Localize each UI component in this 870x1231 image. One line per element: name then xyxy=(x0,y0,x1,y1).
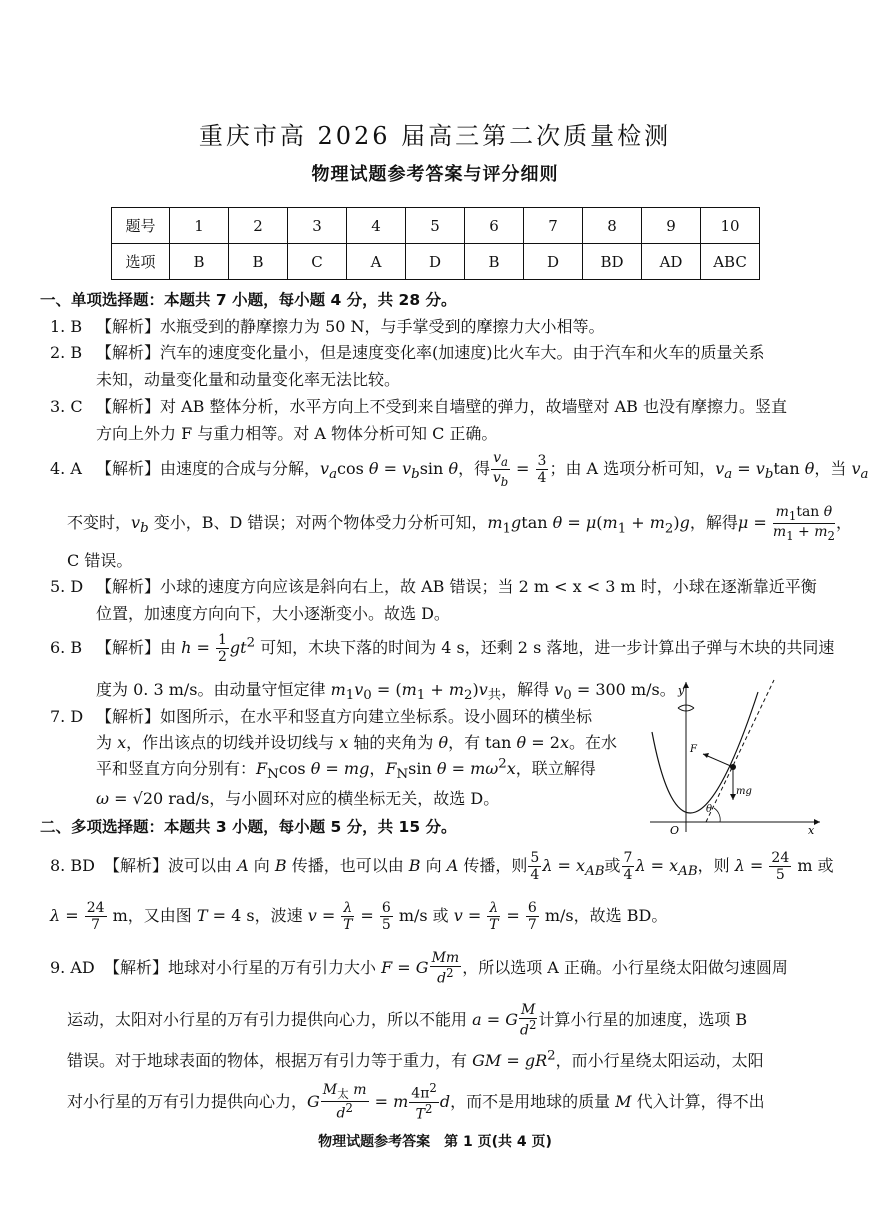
answer-cell: D xyxy=(524,244,583,280)
answer-explanation-continued: 平和竖直方向分别有：$F_N\cos$ θ = mg，$F_N\sin$ $\theta = m\omega^2x$，联立解得 xyxy=(96,756,596,783)
page-footer: 物理试题参考答案 第 1 页(共 4 页) xyxy=(318,1134,552,1150)
angle-label: θ xyxy=(706,804,713,815)
answer-explanation-continued: 不变时，$v_b$ 变小，B、D 错误；对两个物体受力分析可知，$m_1gtan$ $\theta = \mu(m_1 + m_2)g$，解得μ = $\frac{m_1\tan \theta}{m_1 + m_2}$ ， xyxy=(67,504,852,544)
answer-item xyxy=(50,340,765,363)
answer-cell: B xyxy=(465,244,524,280)
weight-label: mg xyxy=(736,786,752,797)
question-number-cell: 9 xyxy=(642,208,701,244)
answer-explanation-continued: 运动，太阳对小行星的万有引力提供向心力，所以不能用 a = G $\frac{M}{d^2}$ 计算小行星的加速度，选项 B xyxy=(67,1002,748,1039)
section-heading-multi-choice: 二、多项选择题：本题共 3 小题，每小题 5 分，共 15 分。 xyxy=(40,818,457,836)
y-axis-label: y xyxy=(678,684,685,697)
answer-explanation: 【解析】水瓶受到的静摩擦力为 50 N，与手掌受到的摩擦力大小相等。 xyxy=(96,317,605,336)
answer-number: 7. D xyxy=(50,707,84,726)
question-number-cell: 7 xyxy=(524,208,583,244)
answer-number: 5. D xyxy=(50,577,84,596)
question-number-cell: 1 xyxy=(170,208,229,244)
table-row-label: 选项 xyxy=(112,244,170,280)
parabola-figure xyxy=(648,672,828,842)
answer-table-answer-row xyxy=(112,244,760,280)
answer-explanation: 【解析】由速度的合成与分解，$v_a\cos$ $\theta = v_b\sin$ θ，得 $\frac{v_a}{v_b}$ = $\frac{3}{4}$ ；由 A 选项分析可知，$v_a = v_b\tan$ θ，当 $v_a$ xyxy=(96,450,869,490)
answer-cell: D xyxy=(406,244,465,280)
answer-explanation: 【解析】地球对小行星的万有引力大小 F = G $\frac{Mm}{d^2}$ ，所以选项 A 正确。小行星绕太阳做匀速圆周 xyxy=(104,950,788,987)
answer-cell: A xyxy=(347,244,406,280)
page-subtitle: 物理试题参考答案与评分细则 xyxy=(311,164,559,185)
table-row-label: 题号 xyxy=(112,208,170,244)
answer-number: 1. B xyxy=(50,317,83,336)
answer-explanation-continued: 方向上外力 F 与重力相等。对 A 物体分析可知 C 正确。 xyxy=(96,424,498,443)
tangent-line xyxy=(706,680,774,822)
answer-cell: BD xyxy=(583,244,642,280)
answer-explanation: 【解析】对 AB 整体分析，水平方向上不受到来自墙壁的弹力，故墙壁对 AB 也没有摩擦力。竖直 xyxy=(96,397,787,416)
answer-number: 6. B xyxy=(50,638,83,658)
question-number-cell: 2 xyxy=(229,208,288,244)
answer-explanation-continued: 错误。对于地球表面的物体，根据万有引力等于重力，有 GM = $gR^2$，而小行星绕太阳运动，太阳 xyxy=(67,1048,764,1070)
section-heading-single-choice: 一、单项选择题：本题共 7 小题，每小题 4 分，共 28 分。 xyxy=(40,291,457,309)
question-number-cell: 8 xyxy=(583,208,642,244)
answer-item xyxy=(50,314,605,337)
answer-cell: ABC xyxy=(701,244,760,280)
answer-item xyxy=(50,950,788,987)
answer-number: 2. B xyxy=(50,343,83,362)
answer-item xyxy=(50,704,592,727)
x-axis-arrow xyxy=(814,819,820,825)
answer-explanation-continued: 对小行星的万有引力提供向心力，G $\frac{M_太 m}{d^2}$ = m $\frac{4\pi^2}{T^2}$ d，而不是用地球的质量 M 代入计算，得不出 xyxy=(67,1081,765,1123)
answer-explanation: 【解析】小球的速度方向应该是斜向右上，故 AB 错误；当 2 m < x < 3 m 时，小球在逐渐靠近平衡 xyxy=(96,577,817,596)
answer-explanation-continued: ω = √20 rad/s，与小圆环对应的横坐标无关，故选 D。 xyxy=(96,789,500,808)
answer-cell: B xyxy=(229,244,288,280)
answer-explanation: 【解析】波可以由 A 向 B 传播，也可以由 B 向 A 传播，则 $\frac{5}{4}$ $\lambda = x_{AB}$或 $\frac{7}{4}$ $\lambda = x_{AB}$，则 λ = $\frac{24}{5}$ m 或 xyxy=(104,850,834,884)
answer-item xyxy=(50,394,787,417)
page-title: 重庆市高 2026 届高三第二次质量检测 xyxy=(198,122,672,150)
answer-item xyxy=(50,632,834,665)
force-label: F xyxy=(690,744,697,755)
x-axis-label: x xyxy=(808,824,815,837)
answer-explanation: 【解析】汽车的速度变化量小，但是速度变化率(加速度)比火车大。由于汽车和火车的质量关系 xyxy=(96,343,765,362)
answer-number: 3. C xyxy=(50,397,83,416)
answer-item xyxy=(50,574,817,597)
answer-item xyxy=(50,450,868,489)
answer-item xyxy=(50,850,834,883)
answer-explanation: 【解析】由 h = $\frac{1}{2}$ $gt^2$ 可知，木块下落的时间为 4 s，还剩 2 s 落地，进一步计算出子弹与木块的共同速 xyxy=(96,632,835,666)
answer-number: 9. AD xyxy=(50,957,95,977)
answer-cell: C xyxy=(288,244,347,280)
answer-cell: B xyxy=(170,244,229,280)
question-number-cell: 6 xyxy=(465,208,524,244)
answer-explanation-continued: 为 x，作出该点的切线并设切线与 x 轴的夹角为 θ，有 tan θ = 2x。在水 xyxy=(96,733,617,752)
answer-number: 4. A xyxy=(50,459,82,479)
origin-label: O xyxy=(670,824,680,837)
answer-table xyxy=(111,207,760,280)
answer-explanation-continued: 位置，加速度方向向下，大小逐渐变小。故选 D。 xyxy=(96,604,450,623)
question-number-cell: 3 xyxy=(288,208,347,244)
answer-explanation-continued: 度为 0. 3 m/s。由动量守恒定律 $m_1v_0 = (m_1 + m_2)v_共$，解得 $v_0 = 300$ m/s。 xyxy=(96,680,676,704)
question-number-cell: 10 xyxy=(701,208,760,244)
answer-number: 8. BD xyxy=(50,856,95,876)
question-number-cell: 4 xyxy=(347,208,406,244)
answer-table-header-row xyxy=(112,208,760,244)
answer-explanation-continued: 未知，动量变化量和动量变化率无法比较。 xyxy=(96,370,401,389)
answer-explanation: 【解析】如图所示，在水平和竖直方向建立坐标系。设小圆环的横坐标 xyxy=(96,707,593,726)
answer-explanation-continued: C 错误。 xyxy=(67,551,133,570)
answer-explanation-continued: λ = $\frac{24}{7}$ m，又由图 T = 4 s，波速 v = $\frac{\lambda}{T}$ = $\frac{6}{5}$ m/s 或 v = $\frac{\lambda}{T}$ = $\frac{6}{7}$ m/s，故选 BD。 xyxy=(50,900,668,934)
answer-cell: AD xyxy=(642,244,701,280)
question-number-cell: 5 xyxy=(406,208,465,244)
